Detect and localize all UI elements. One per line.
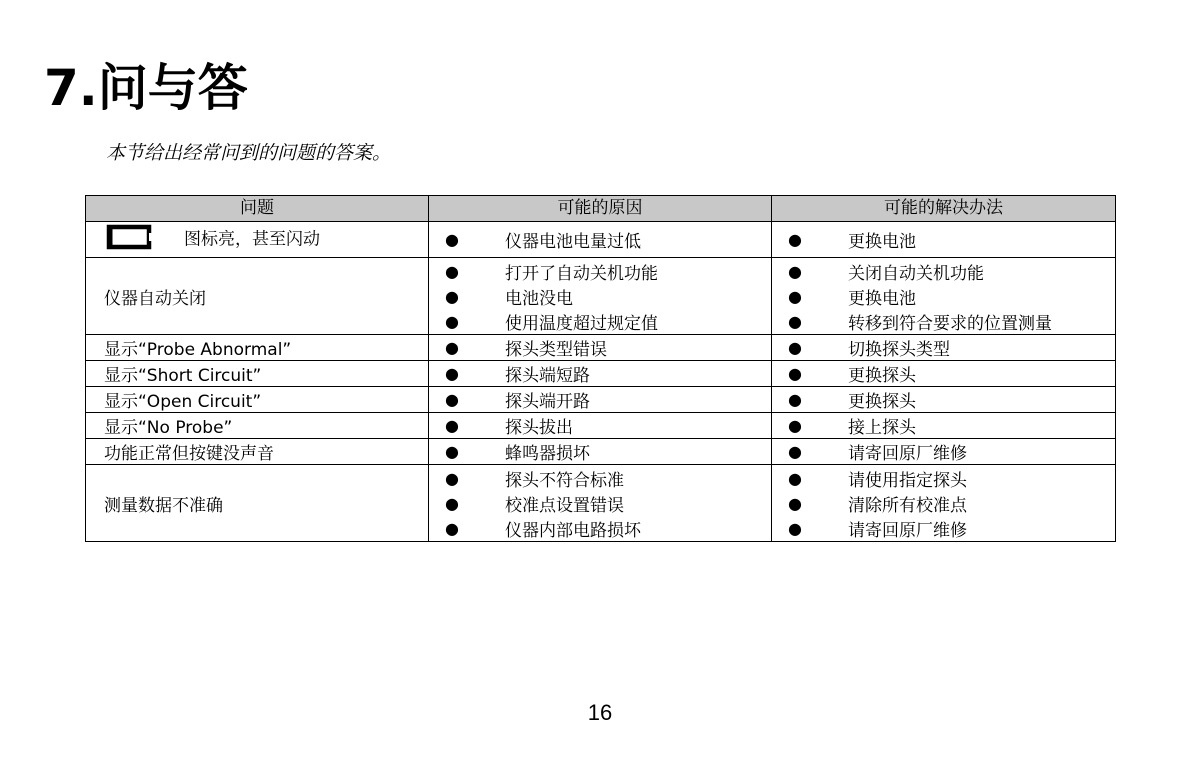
solution-text: 更换电池 xyxy=(848,288,916,309)
cause-text: 使用温度超过规定值 xyxy=(505,313,658,334)
solution-item xyxy=(772,259,1115,284)
page-title: 7.问与答 xyxy=(44,59,248,117)
cause-item xyxy=(429,516,771,541)
bullet-icon: ● xyxy=(788,493,802,513)
problem-text: 显示“No Probe” xyxy=(104,418,233,438)
solution-item xyxy=(772,491,1115,516)
cause-text: 探头类型错误 xyxy=(505,340,607,360)
bullet-icon: ● xyxy=(788,338,802,357)
cause-text: 电池没电 xyxy=(505,288,573,309)
table-row xyxy=(86,335,1116,361)
problem-text: 显示“Open Circuit” xyxy=(104,392,262,412)
cause-text: 探头端开路 xyxy=(505,392,590,412)
bullet-icon: ● xyxy=(445,416,459,435)
causes-cell xyxy=(429,439,772,465)
solution-item xyxy=(772,227,1115,252)
header-causes: 可能的原因 xyxy=(429,196,772,222)
bullet-icon: ● xyxy=(445,442,459,461)
solutions-cell xyxy=(772,465,1116,542)
problem-cell xyxy=(86,361,429,387)
solution-text: 转移到符合要求的位置测量 xyxy=(848,313,1052,334)
solution-text: 接上探头 xyxy=(848,418,916,438)
cause-text: 打开了自动关机功能 xyxy=(505,263,658,284)
problem-cell xyxy=(86,335,429,361)
cause-text: 仪器内部电路损坏 xyxy=(505,520,641,541)
table-row xyxy=(86,413,1116,439)
solution-item xyxy=(772,335,1115,360)
bullet-icon: ● xyxy=(445,311,459,331)
solution-text: 更换电池 xyxy=(848,232,916,252)
page-subtitle: 本节给出经常问到的问题的答案。 xyxy=(106,142,392,164)
solution-item xyxy=(772,387,1115,412)
bullet-icon: ● xyxy=(445,286,459,306)
solution-item xyxy=(772,516,1115,541)
solution-text: 清除所有校准点 xyxy=(848,495,967,516)
table-row xyxy=(86,258,1116,335)
cause-text: 仪器电池电量过低 xyxy=(505,232,641,252)
causes-cell xyxy=(429,413,772,439)
problem-cell xyxy=(86,413,429,439)
solution-text: 请寄回原厂维修 xyxy=(848,444,967,464)
cause-item xyxy=(429,259,771,284)
table-row xyxy=(86,222,1116,258)
bullet-icon: ● xyxy=(788,518,802,538)
bullet-icon: ● xyxy=(788,261,802,281)
bullet-icon: ● xyxy=(788,311,802,331)
qa-table xyxy=(85,195,1116,542)
causes-cell xyxy=(429,387,772,413)
solution-item xyxy=(772,361,1115,386)
problem-cell xyxy=(86,439,429,465)
bullet-icon: ● xyxy=(788,468,802,488)
solution-text: 更换探头 xyxy=(848,366,916,386)
table-row xyxy=(86,387,1116,413)
problem-cell xyxy=(86,258,429,335)
problem-text: 显示“Short Circuit” xyxy=(104,366,262,386)
table-row xyxy=(86,465,1116,542)
solutions-cell xyxy=(772,258,1116,335)
problem-cell xyxy=(86,465,429,542)
table-header-row xyxy=(86,196,1116,222)
cause-item xyxy=(429,361,771,386)
cause-text: 校准点设置错误 xyxy=(505,495,624,516)
problem-text: 显示“Probe Abnormal” xyxy=(104,340,292,360)
solutions-cell xyxy=(772,361,1116,387)
bullet-icon: ● xyxy=(788,416,802,435)
cause-item xyxy=(429,387,771,412)
cause-item xyxy=(429,335,771,360)
cause-item xyxy=(429,309,771,334)
solution-item xyxy=(772,413,1115,438)
bullet-icon: ● xyxy=(788,286,802,306)
solutions-cell xyxy=(772,439,1116,465)
bullet-icon: ● xyxy=(445,390,459,409)
solutions-cell xyxy=(772,413,1116,439)
bullet-icon: ● xyxy=(445,468,459,488)
solution-text: 请寄回原厂维修 xyxy=(848,520,967,541)
bullet-icon: ● xyxy=(788,230,802,249)
bullet-icon: ● xyxy=(788,442,802,461)
bullet-icon: ● xyxy=(445,230,459,249)
header-solutions: 可能的解决办法 xyxy=(772,196,1116,222)
cause-text: 探头不符合标准 xyxy=(505,470,624,491)
bullet-icon: ● xyxy=(788,390,802,409)
table-row xyxy=(86,361,1116,387)
bullet-icon: ● xyxy=(445,364,459,383)
solution-item xyxy=(772,309,1115,334)
cause-text: 探头拔出 xyxy=(505,418,573,438)
header-problem: 问题 xyxy=(86,196,429,222)
solution-item xyxy=(772,466,1115,491)
bullet-icon: ● xyxy=(445,338,459,357)
solution-text: 请使用指定探头 xyxy=(848,470,967,491)
solution-text: 关闭自动关机功能 xyxy=(848,263,984,284)
cause-item xyxy=(429,439,771,464)
bullet-icon: ● xyxy=(788,364,802,383)
problem-text: 仪器自动关闭 xyxy=(104,288,206,309)
solution-item xyxy=(772,439,1115,464)
problem-cell xyxy=(86,222,429,258)
bullet-icon: ● xyxy=(445,493,459,513)
solutions-cell xyxy=(772,387,1116,413)
problem-text: 图标亮，甚至闪动 xyxy=(184,229,320,250)
solutions-cell xyxy=(772,222,1116,258)
problem-text: 测量数据不准确 xyxy=(104,495,223,516)
cause-text: 蜂鸣器损坏 xyxy=(505,444,590,464)
solution-text: 更换探头 xyxy=(848,392,916,412)
causes-cell xyxy=(429,222,772,258)
causes-cell xyxy=(429,465,772,542)
table-row xyxy=(86,439,1116,465)
causes-cell xyxy=(429,335,772,361)
cause-text: 探头端短路 xyxy=(505,366,590,386)
causes-cell xyxy=(429,258,772,335)
cause-item xyxy=(429,466,771,491)
problem-text: 功能正常但按键没声音 xyxy=(104,444,274,464)
problem-cell xyxy=(86,387,429,413)
page-number: 16 xyxy=(587,700,613,725)
solution-item xyxy=(772,284,1115,309)
cause-item xyxy=(429,227,771,252)
solution-text: 切换探头类型 xyxy=(848,340,950,360)
cause-item xyxy=(429,491,771,516)
bullet-icon: ● xyxy=(445,261,459,281)
solutions-cell xyxy=(772,335,1116,361)
cause-item xyxy=(429,284,771,309)
cause-item xyxy=(429,413,771,438)
bullet-icon: ● xyxy=(445,518,459,538)
battery-icon xyxy=(106,224,156,255)
causes-cell xyxy=(429,361,772,387)
